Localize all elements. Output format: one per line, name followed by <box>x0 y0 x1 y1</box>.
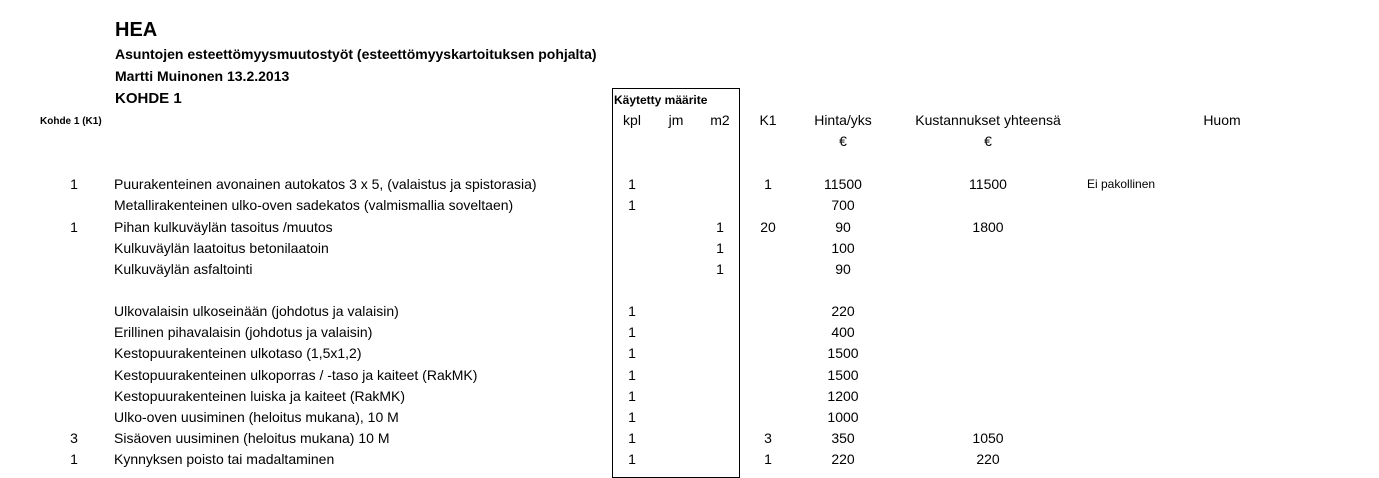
row-desc-cell: Erillinen pihavalaisin (johdotus ja valaisin) <box>114 324 373 340</box>
currency-total: € <box>984 133 992 149</box>
kohde-label: Kohde 1 (K1) <box>40 116 102 127</box>
row-m2-cell: 1 <box>716 261 724 277</box>
row-desc-cell: Kestopuurakenteinen ulkoporras / -taso ja kaiteet (RakMK) <box>114 367 478 383</box>
row-price-cell: 400 <box>831 324 855 340</box>
row-total-cell: 220 <box>976 451 1000 467</box>
row-kpl-cell: 1 <box>628 324 636 340</box>
row-kpl-cell: 1 <box>628 197 636 213</box>
row-price-cell: 1500 <box>827 367 859 383</box>
row-desc-cell: Kestopuurakenteinen luiska ja kaiteet (RakMK) <box>114 388 406 404</box>
column-header-price: Hinta/yks <box>814 112 872 128</box>
row-k1-cell: 20 <box>760 219 776 235</box>
row-kpl-cell: 1 <box>628 409 636 425</box>
row-desc-cell: Ulkovalaisin ulkoseinään (johdotus ja valaisin) <box>114 303 399 319</box>
row-kpl-cell: 1 <box>628 345 636 361</box>
document-subtitle: Asuntojen esteettömyysmuutostyöt (esteettömyyskartoituksen pohjalta) <box>115 46 597 62</box>
column-header-total: Kustannukset yhteensä <box>915 112 1061 128</box>
row-k1-cell: 1 <box>764 176 772 192</box>
row-price-cell: 90 <box>835 261 851 277</box>
column-header-m2: m2 <box>710 112 730 128</box>
row-kpl-cell: 1 <box>628 303 636 319</box>
row-price-cell: 1200 <box>827 388 859 404</box>
kohde-heading: KOHDE 1 <box>115 90 182 107</box>
row-desc-cell: Metallirakenteinen ulko-oven sadekatos (valmismallia soveltaen) <box>114 197 514 213</box>
row-price-cell: 100 <box>831 240 855 256</box>
currency-price: € <box>839 133 847 149</box>
row-total-cell: 1050 <box>972 430 1004 446</box>
row-kpl-cell: 1 <box>628 176 636 192</box>
row-desc-cell: Kynnyksen poisto tai madaltaminen <box>114 451 335 467</box>
row-num-cell: 1 <box>70 219 78 235</box>
row-k1-cell: 3 <box>764 430 772 446</box>
column-header-note: Huom <box>1203 112 1241 128</box>
row-desc-cell: Puurakenteinen avonainen autokatos 3 x 5, (valaistus ja spistorasia) <box>114 176 537 192</box>
author-date-line: Martti Muinonen 13.2.2013 <box>115 68 290 84</box>
row-kpl-cell: 1 <box>628 430 636 446</box>
row-k1-cell: 1 <box>764 451 772 467</box>
row-total-cell: 1800 <box>972 219 1004 235</box>
row-desc-cell: Kulkuväylän asfaltointi <box>114 261 253 277</box>
row-m2-cell: 1 <box>716 219 724 235</box>
column-header-kpl: kpl <box>623 112 641 128</box>
row-price-cell: 700 <box>831 197 855 213</box>
row-num-cell: 3 <box>70 430 78 446</box>
row-desc-cell: Kestopuurakenteinen ulkotaso (1,5x1,2) <box>114 345 362 361</box>
used-attribute-title: Käytetty määrite <box>614 93 708 107</box>
row-desc-cell: Kulkuväylän laatoitus betonilaatoin <box>114 240 329 256</box>
column-header-k1: K1 <box>759 112 777 128</box>
row-kpl-cell: 1 <box>628 388 636 404</box>
row-num-cell: 1 <box>70 176 78 192</box>
row-price-cell: 220 <box>831 303 855 319</box>
row-desc-cell: Ulko-oven uusiminen (heloitus mukana), 10 M <box>114 409 399 425</box>
row-price-cell: 1000 <box>827 409 859 425</box>
row-kpl-cell: 1 <box>628 451 636 467</box>
row-price-cell: 11500 <box>824 176 862 192</box>
row-desc-cell: Pihan kulkuväylän tasoitus /muutos <box>114 219 333 235</box>
row-price-cell: 90 <box>835 219 851 235</box>
column-header-jm: jm <box>668 112 684 128</box>
row-m2-cell: 1 <box>716 240 724 256</box>
row-price-cell: 220 <box>831 451 855 467</box>
row-total-cell: 11500 <box>969 176 1007 192</box>
row-note-cell: Ei pakollinen <box>1087 177 1156 191</box>
row-num-cell: 1 <box>70 451 78 467</box>
row-kpl-cell: 1 <box>628 367 636 383</box>
document-title: HEA <box>115 19 158 41</box>
row-desc-cell: Sisäoven uusiminen (heloitus mukana) 10 M <box>114 430 390 446</box>
row-price-cell: 1500 <box>827 345 859 361</box>
row-price-cell: 350 <box>831 430 855 446</box>
